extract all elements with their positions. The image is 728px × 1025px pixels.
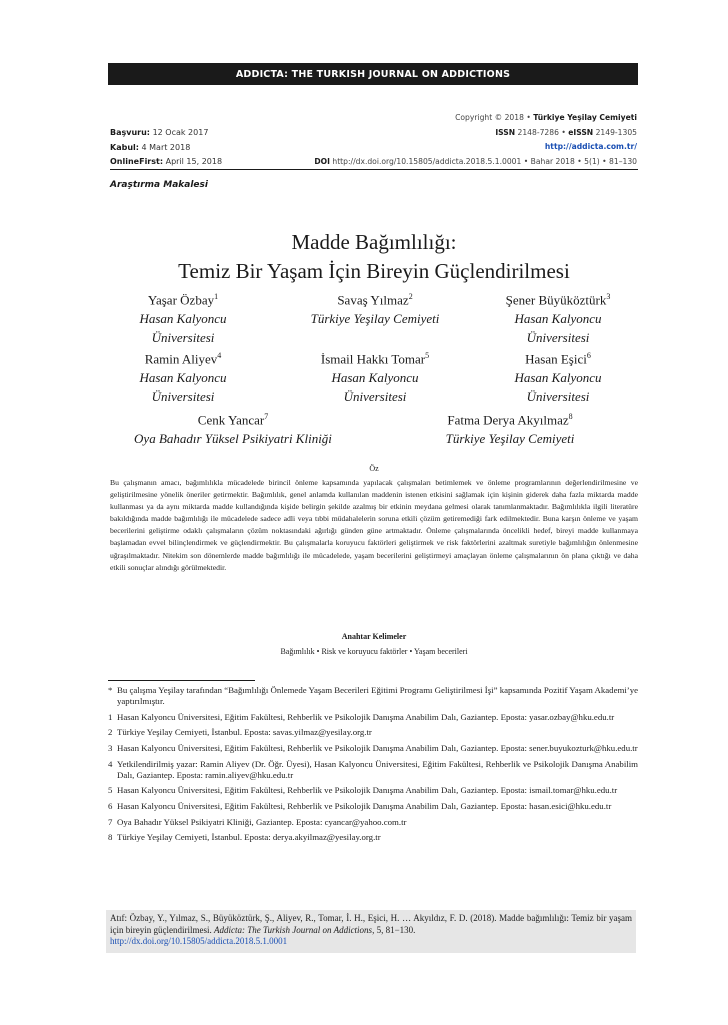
footnote [108, 759, 638, 781]
footnote-mark: * [108, 685, 113, 695]
author-name: Savaş Yılmaz [337, 292, 409, 308]
footnotes [108, 685, 638, 848]
article-type: Araştırma Makalesi [110, 180, 208, 190]
author-name: Hasan Eşici [525, 351, 587, 367]
author-affiliation: Üniversitesi [526, 389, 590, 405]
footnote-text: Hasan Kalyoncu Üniversitesi, Eğitim Fakültesi, Rehberlik ve Psikolojik Danışma Anabilim Dalı, Gaziantep. Eposta: sener.buyukozturk@hku.edu.tr [117, 742, 638, 753]
footnote [108, 712, 638, 723]
citation-pages: 81−130. [383, 924, 416, 935]
author-affiliation: Türkiye Yeşilay Cemiyeti [445, 431, 575, 447]
accepted-date: 4 Mart 2018 [141, 142, 191, 152]
footnote-mark: 3 [108, 742, 113, 753]
author-block [108, 287, 258, 347]
online-label: OnlineFirst: [110, 157, 164, 166]
author-affiliation-mark: 7 [264, 412, 269, 421]
author-affiliation-mark: 3 [606, 292, 611, 301]
author-affiliation: Oya Bahadır Yüksel Psikiyatri Kliniği [134, 431, 332, 447]
author-name: Şener Büyüköztürk [505, 292, 607, 308]
author-block [108, 346, 258, 406]
footnote [108, 785, 638, 796]
footnote-text: Türkiye Yeşilay Cemiyeti, İstanbul. Eposta: savas.yilmaz@yesilay.org.tr [117, 727, 372, 738]
journal-url-link[interactable]: http://addicta.com.tr/ [544, 142, 637, 151]
author-affiliation: Üniversitesi [151, 389, 215, 405]
footnote [108, 801, 638, 812]
author-affiliation: Üniversitesi [526, 330, 590, 346]
citation-box [106, 910, 636, 953]
footnote [108, 817, 638, 828]
journal-header-bar [108, 63, 638, 85]
footnote-text: Hasan Kalyoncu Üniversitesi, Eğitim Fakültesi, Rehberlik ve Psikolojik Danışma Anabilim Dalı, Gaziantep. Eposta: yasar.ozbay@hku.edu.tr [117, 711, 615, 722]
citation-doi-link[interactable]: http://dx.doi.org/10.15805/addicta.2018.5.1.0001 [110, 936, 288, 946]
copyright-text: Copyright © 2018 [455, 113, 524, 122]
author-affiliation: Hasan Kalyoncu [139, 370, 227, 386]
author-block [108, 407, 358, 448]
keywords: Bağımlılık • Risk ve koruyucu faktörler • Yaşam becerileri [280, 647, 468, 656]
accepted-label: Kabul: [110, 142, 139, 152]
author-name: Cenk Yancar [197, 412, 265, 428]
citation-text: Atıf: Özbay, Y., Yılmaz, S., Büyüköztürk, Ş., Aliyev, R., Tomar, İ. H., Eşici, H. … Akyıldız, F. D. (2018). Madde bağımlılığı: Temiz bir yaşam için bireyin güçlendirilmesi. [110, 913, 632, 935]
footnote-text: Bu çalışma Yeşilay tarafından “Bağımlılığı Önlemede Yaşam Becerileri Eğitimi Programı Geliştirilmesi İşi” kapsamında Pozitif Yaşam Akademi’ye yaptırılmıştır. [117, 685, 638, 707]
author-block [285, 346, 465, 406]
doi-line[interactable]: http://dx.doi.org/10.15805/addicta.2018.5.1.0001 • Bahar 2018 • 5(1) • 81–130 [332, 156, 637, 166]
author-affiliation-mark: 4 [217, 351, 222, 360]
author-affiliation: Hasan Kalyoncu [139, 311, 227, 327]
author-name: İsmail Hakkı Tomar [320, 351, 426, 367]
footnote-text: Yetkilendirilmiş yazar: Ramin Aliyev (Dr. Öğr. Üyesi), Hasan Kalyoncu Üniversitesi, Eğitim Fakültesi, Rehberlik ve Psikolojik Danışma Anabilim Dalı, Gaziantep. Eposta: ramin.aliyev@hku.edu.tr [117, 758, 638, 780]
doi-label: DOI [314, 156, 330, 166]
author-block [478, 346, 638, 406]
received-label: Başvuru: [110, 128, 151, 137]
author-affiliation: Türkiye Yeşilay Cemiyeti [310, 311, 440, 327]
citation-volume: 5, [374, 924, 384, 935]
author-block [280, 287, 470, 328]
journal-name: ADDICTA: THE TURKISH JOURNAL ON ADDICTIONS [235, 68, 511, 80]
footnote-text: Türkiye Yeşilay Cemiyeti, İstanbul. Eposta: derya.akyilmaz@yesilay.org.tr [117, 832, 381, 843]
footnote-mark: 5 [108, 785, 113, 796]
title-line-1: Madde Bağımlılığı: [291, 230, 457, 254]
author-affiliation-mark: 8 [568, 412, 573, 421]
eissn-label: eISSN [568, 127, 594, 137]
abstract-heading: Öz [369, 464, 379, 473]
author-affiliation: Üniversitesi [343, 389, 407, 405]
author-name: Ramin Aliyev [144, 351, 218, 367]
author-affiliation: Hasan Kalyoncu [514, 370, 602, 386]
author-affiliation: Üniversitesi [151, 330, 215, 346]
footnote-mark: 8 [108, 832, 113, 843]
citation-journal: Addicta: The Turkish Journal on Addictions, [213, 924, 375, 935]
author-block [478, 287, 638, 347]
footnote-text: Oya Bahadır Yüksel Psikiyatri Kliniği, Gaziantep. Eposta: cyancar@yahoo.com.tr [117, 816, 407, 827]
submission-dates [110, 126, 222, 170]
footnote [108, 743, 638, 754]
author-name: Yaşar Özbay [147, 292, 215, 308]
author-affiliation-mark: 6 [586, 351, 591, 360]
online-date: April 15, 2018 [165, 157, 223, 166]
issn-label: ISSN [495, 127, 516, 137]
footnote-text: Hasan Kalyoncu Üniversitesi, Eğitim Fakültesi, Rehberlik ve Psikolojik Danışma Anabilim Dalı, Gaziantep. Eposta: ismail.tomar@hku.edu.tr [117, 785, 618, 796]
publication-info: Copyright © 2018 • Türkiye Yeşilay Cemiyeti ISSN 2148-7286 • eISSN 2149-1305 http://addicta.com.tr/ DOI http://dx.doi.org/10.15805/addicta.2018.5.1.0001 • Bahar 2018 • 5(1) • 81–130 [314, 113, 637, 166]
author-block [410, 407, 610, 448]
footnote [108, 832, 638, 843]
footnote [108, 727, 638, 738]
author-affiliation-mark: 1 [214, 292, 219, 301]
eissn: 2149-1305 [595, 127, 637, 137]
footnote-mark: 1 [108, 711, 113, 722]
footnote-mark: 2 [108, 727, 113, 738]
copyright-org: Türkiye Yeşilay Cemiyeti [533, 113, 637, 122]
footnote-mark: 4 [108, 758, 113, 769]
footnote-rule [108, 680, 255, 681]
author-affiliation: Hasan Kalyoncu [331, 370, 419, 386]
received-date: 12 Ocak 2017 [152, 128, 209, 137]
issn: 2148-7286 [517, 127, 559, 137]
footnote-mark: 6 [108, 800, 113, 811]
footnote [108, 685, 638, 707]
author-affiliation-mark: 5 [425, 351, 430, 360]
abstract-body: Bu çalışmanın amacı, bağımlılıkla mücadelede birincil önleme kapsamında yapılacak çalışmaları betimlemek ve önleme programlarının değerlendirilmesine ve geliştirilmesine yönelik öneriler getirmektir. Bağımlılık, genel anlamda kullanılan maddenin istenen etkisini sağlamak için kişinin giderek daha fazla miktarda madde kullanması ya da aynı miktarda madde kullandığında kişide belirgin şekilde azalmış bir etkinin meydana gelmesi olarak tanımlanmaktadır. Bağımlılıkla ilgili literatüre bakıldığında madde bağımlılığı ile mücadelede sadece adli veya tıbbi müdahalelerin soruna etkili çözüm getiremediği fark edilmektedir. Buna karşın önleme ve yaşam becerilerini geliştirme odaklı çalışmaların çözüm noktasındaki ağırlığı günden güne artmaktadır. Önleme çalışmalarında öncelikli hedef, bireyi madde kullanmaya başlamadan evvel bilinçlendirmek ve güçlendirmektir. Bu çalışmalarla koruyucu faktörleri geliştirmek ve risk faktörlerini azaltmak suretiyle bağımlılığın önlenmesine uğraşılmaktadır. Nitekim son dönemlerde madde bağımlılığı ile mücadelede, yaşam becerilerini geliştirmeyi amaçlayan önleme çalışmalarının ön plana çıktığı ve daha etkili sonuçlar alındığı görülmektedir. [110, 478, 638, 572]
footnote-mark: 7 [108, 816, 113, 827]
keywords-heading: Anahtar Kelimeler [341, 632, 407, 641]
author-affiliation: Hasan Kalyoncu [514, 311, 602, 327]
title-line-2: Temiz Bir Yaşam İçin Bireyin Güçlendirilmesi [178, 259, 570, 283]
footnote-text: Hasan Kalyoncu Üniversitesi, Eğitim Fakültesi, Rehberlik ve Psikolojik Danışma Anabilim Dalı, Gaziantep. Eposta: hasan.esici@hku.edu.tr [117, 800, 612, 811]
author-affiliation-mark: 2 [408, 292, 413, 301]
author-name: Fatma Derya Akyılmaz [447, 412, 569, 428]
header-rule [110, 169, 638, 170]
